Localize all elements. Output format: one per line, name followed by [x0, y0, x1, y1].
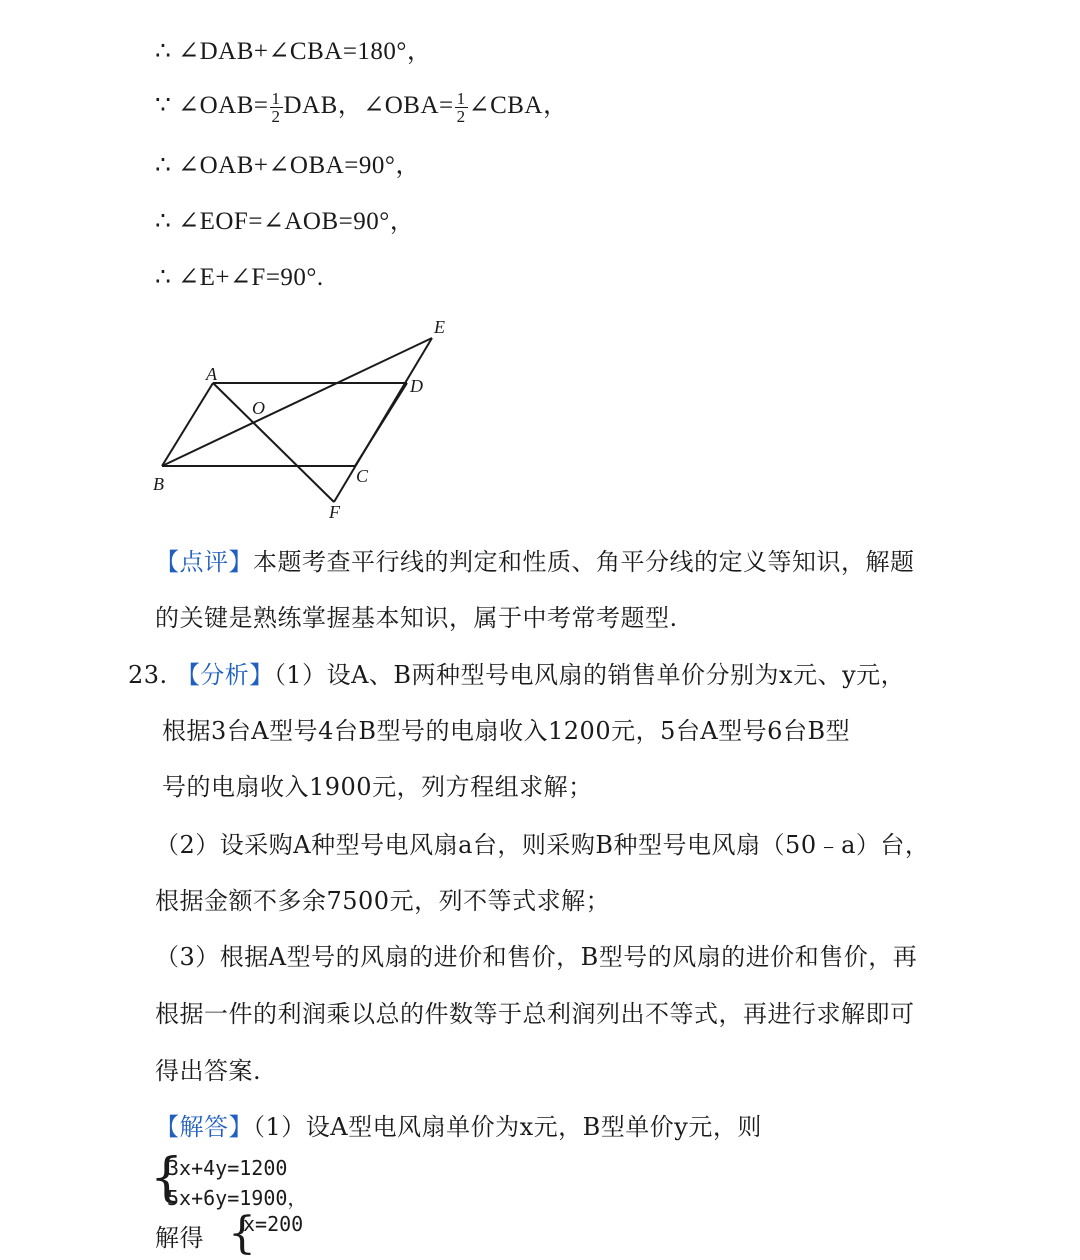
analysis-tag: 【分析】 [175, 661, 274, 689]
fraction-numerator: 1 [456, 89, 466, 108]
therefore-symbol: ∴ [155, 264, 172, 291]
step-1-text: ∠DAB+∠CBA=180°， [178, 38, 433, 65]
because-symbol: ∵ [155, 92, 172, 120]
question-number: 23. [128, 661, 168, 689]
q23-line-3: 号的电扇收入1900元，列方程组求解； [162, 773, 593, 801]
label-A: A [206, 364, 217, 384]
segment-BA [162, 383, 213, 466]
q23-line-7: 根据一件的利润乘以总的件数等于总利润列出不等式，再进行求解即可 [155, 1000, 915, 1028]
step-5-text: ∠E+∠F=90°. [178, 264, 324, 291]
fraction-denominator: 2 [456, 107, 466, 126]
analysis-text-1: （1）设A、B两种型号电风扇的销售单价分别为x元、y元， [273, 661, 906, 689]
q23-line-8: 得出答案. [155, 1057, 262, 1085]
solve-label: 解得 [155, 1224, 204, 1252]
equation-end-comma: ， [287, 1186, 308, 1210]
step-2-part-c: ∠CBA， [468, 92, 569, 120]
step-4 [155, 206, 415, 238]
step-3 [155, 150, 421, 182]
step-5 [155, 262, 324, 294]
segment-BE [162, 338, 432, 466]
label-O: O [252, 398, 265, 418]
q23-line-1 [128, 659, 905, 691]
step-3-text: ∠OAB+∠OBA=90°， [178, 152, 421, 179]
fraction-numerator: 1 [271, 89, 281, 108]
label-C: C [356, 466, 369, 486]
label-B: B [153, 474, 164, 494]
q23-line-6: （3）根据A型号的风扇的进价和售价，B型号的风扇的进价和售价，再 [155, 943, 918, 971]
comment-text-1: 本题考查平行线的判定和性质、角平分线的定义等知识，解题 [253, 548, 915, 576]
q23-line-4: （2）设采购A种型号电风扇a台，则采购B种型号电风扇（50﹣a）台， [155, 831, 930, 859]
therefore-symbol: ∴ [155, 208, 172, 235]
solution-brace: { [228, 1208, 256, 1259]
fraction-half-1 [270, 90, 283, 125]
comment-tag: 【点评】 [155, 548, 253, 576]
step-4-text: ∠EOF=∠AOB=90°， [178, 208, 416, 235]
segment-AF [213, 383, 334, 502]
comment-line-2: 的关键是熟练掌握基本知识，属于中考常考题型. [155, 604, 678, 632]
answer-tag: 【解答】 [155, 1113, 253, 1141]
q23-line-2: 根据3台A型号4台B型号的电扇收入1200元，5台A型号6台B型 [162, 717, 851, 745]
answer-line-1 [155, 1111, 762, 1143]
fraction-half-2 [455, 90, 468, 125]
label-F: F [329, 502, 340, 522]
segment-EF [334, 338, 432, 502]
step-1 [155, 36, 432, 68]
q23-line-5: 根据金额不多余7500元，列不等式求解； [155, 887, 611, 915]
therefore-symbol: ∴ [155, 152, 172, 179]
therefore-symbol: ∴ [155, 38, 172, 65]
label-D: D [410, 376, 423, 396]
system-brace: { [150, 1148, 184, 1208]
step-2-part-b: DAB，∠OBA= [283, 92, 454, 120]
equation-1: 3x+4y=1200 [167, 1156, 288, 1180]
segment-DC [355, 383, 407, 466]
fraction-denominator: 2 [271, 107, 281, 126]
comment-line-1 [155, 546, 915, 578]
equation-2-text: 5x+6y=1900 [167, 1186, 288, 1210]
step-2-part-a: ∠OAB= [178, 92, 269, 120]
solution-1: x=200 [243, 1212, 304, 1236]
answer-text-1: （1）设A型电风扇单价为x元，B型单价y元，则 [253, 1113, 762, 1141]
label-E: E [434, 317, 445, 337]
step-2 [155, 90, 568, 125]
